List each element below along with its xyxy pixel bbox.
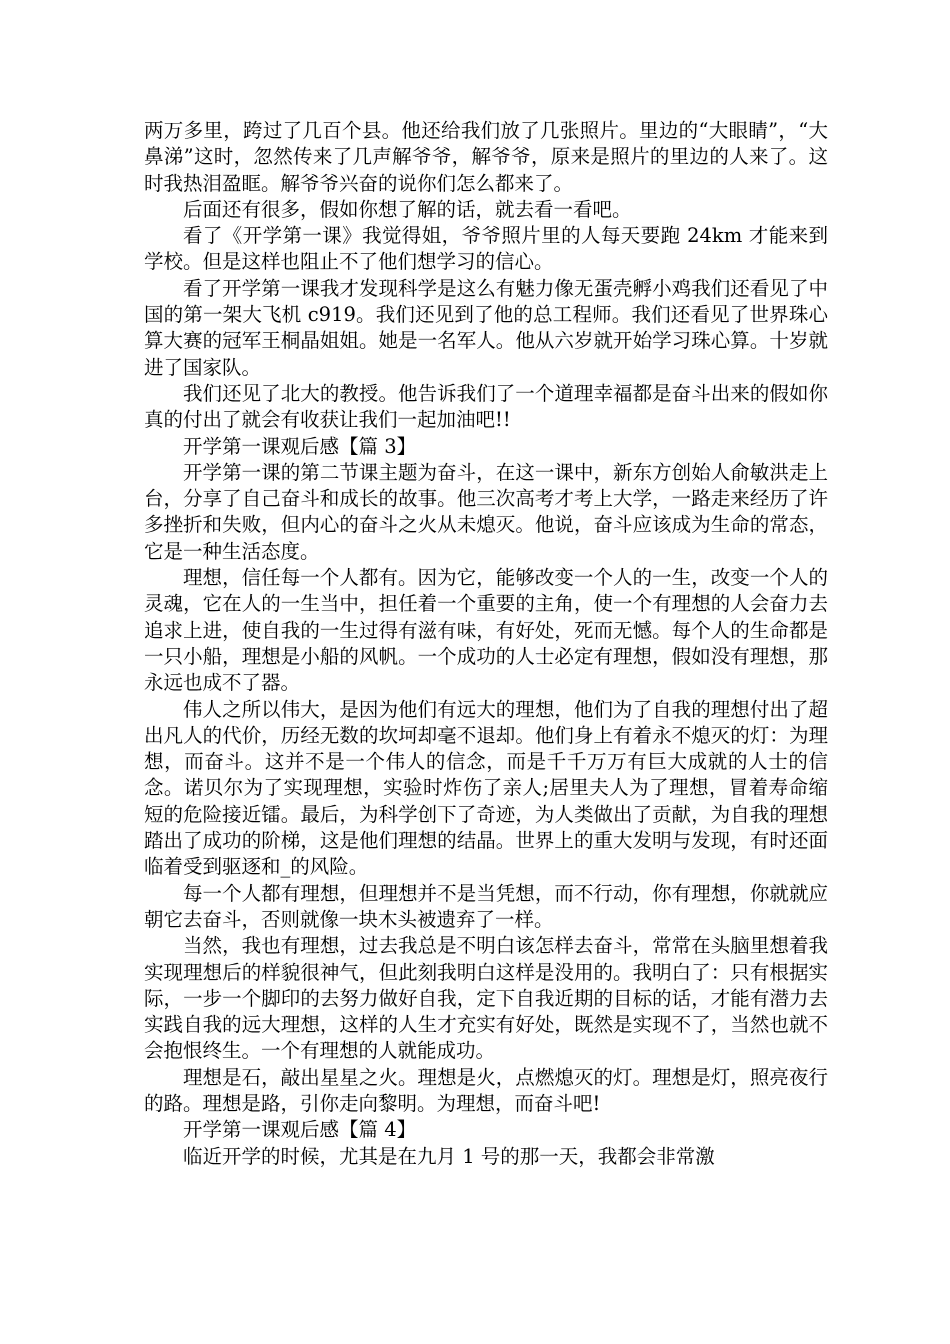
paragraph: 理想是石，敲出星星之火。理想是火，点燃熄灭的灯。理想是灯，照亮夜行的路。理想是路，引你走向黎明。为理想，而奋斗吧! — [144, 1065, 828, 1115]
paragraph: 每一个人都有理想，但理想并不是当凭想，而不行动，你有理想，你就就应朝它去奋斗，否则就像一块木头被遗弃了一样。 — [144, 881, 828, 931]
section-heading: 开学第一课观后感【篇 4】 — [183, 1118, 417, 1142]
paragraph: 后面还有很多，假如你想了解的话，就去看一看吧。 — [183, 197, 632, 221]
paragraph: 理想，信任每一个人都有。因为它，能够改变一个人的一生，改变一个人的灵魂，它在人的一生当中，担任着一个重要的主角，使一个有理想的人会奋力去追求上进，使自我的一生过得有滋有味，有好处，死而无憾。每个人的生命都是一只小船，理想是小船的风帆。一个成功的人士必定有理想，假如没有理想，那永远也成不了器。 — [144, 566, 828, 695]
paragraph: 看了开学第一课我才发现科学是这么有魅力像无蛋壳孵小鸡我们还看见了中国的第一架大飞机 c919。我们还见到了他的总工程师。我们还看见了世界珠心算大赛的冠军王桐晶姐姐。她是一名军人。他从六岁就开始学习珠心算。十岁就进了国家队。 — [144, 276, 828, 379]
paragraph: 我们还见了北大的教授。他告诉我们了一个道理幸福都是奋斗出来的假如你真的付出了就会有收获让我们一起加油吧!! — [144, 381, 828, 432]
document-body — [144, 118, 828, 1170]
section-heading: 开学第一课观后感【篇 3】 — [183, 434, 417, 458]
paragraph: 临近开学的时候，尤其是在九月 1 号的那一天，我都会非常激 — [183, 1144, 715, 1168]
paragraph: 开学第一课的第二节课主题为奋斗，在这一课中，新东方创始人俞敏洪走上台，分享了自己奋斗和成长的故事。他三次高考才考上大学，一路走来经历了许多挫折和失败，但内心的奋斗之火从未熄灭。他说，奋斗应该成为生命的常态，它是一种生活态度。 — [144, 460, 828, 563]
paragraph: 当然，我也有理想，过去我总是不明白该怎样去奋斗，常常在头脑里想着我实现理想后的样貌很神气，但此刻我明白这样是没用的。我明白了：只有根据实际，一步一个脚印的去努力做好自我，定下自我近期的目标的话，才能有潜力去实践自我的远大理想，这样的人生才充实有好处，既然是实现不了，当然也就不会抱恨终生。一个有理想的人就能成功。 — [144, 934, 828, 1063]
paragraph: 看了《开学第一课》我觉得姐，爷爷照片里的人每天要跑 24km 才能来到学校。但是这样也阻止不了他们想学习的信心。 — [144, 224, 828, 274]
paragraph: 伟人之所以伟大，是因为他们有远大的理想，他们为了自我的理想付出了超出凡人的代价，历经无数的坎坷却毫不退却。他们身上有着永不熄灭的灯：为理想，而奋斗。这并不是一个伟人的信念，而是千千万万有巨大成就的人士的信念。诺贝尔为了实现理想，实验时炸伤了亲人;居里夫人为了理想，冒着寿命缩短的危险接近镭。最后，为科学创下了奇迹，为人类做出了贡献，为自我的理想踏出了成功的阶梯，这是他们理想的结晶。世界上的重大发明与发现，有时还面临着受到驱逐和_的风险。 — [144, 697, 828, 879]
paragraph: 两万多里，跨过了几百个县。他还给我们放了几张照片。里边的“大眼睛”，“大鼻涕”这时，忽然传来了几声解爷爷，解爷爷，原来是照片的里边的人来了。这时我热泪盈眶。解爷爷兴奋的说你们怎么都来了。 — [144, 119, 828, 195]
